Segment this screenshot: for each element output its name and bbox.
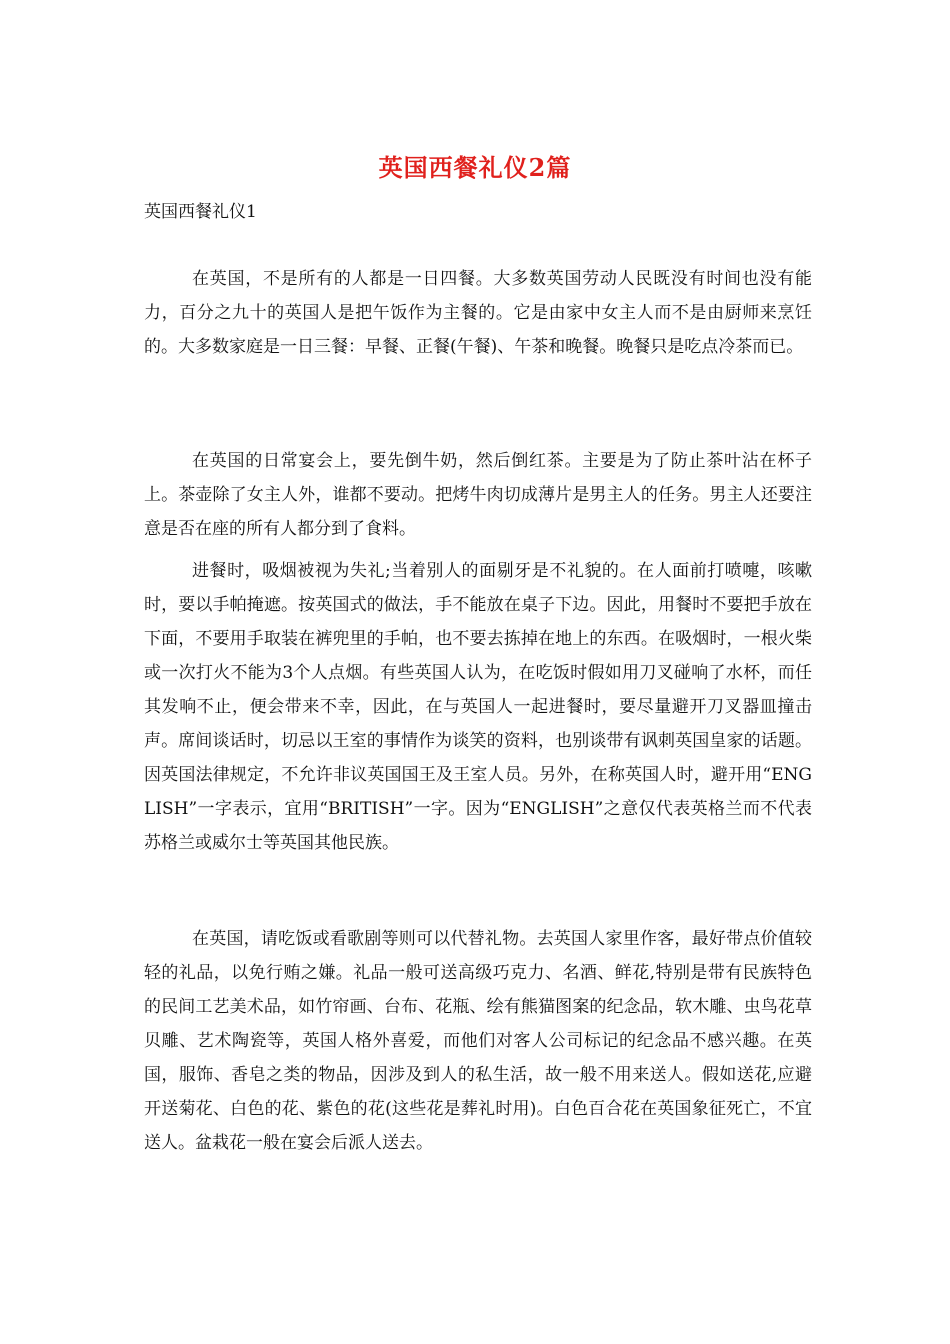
- paragraph-3: 进餐时，吸烟被视为失礼;当着别人的面剔牙是不礼貌的。在人面前打喷嚏，咳嗽时，要以手帕掩遮。按英国式的做法，手不能放在桌子下边。因此，用餐时不要把手放在下面，不要用手取装在裤兜里的手帕，也不要去拣掉在地上的东西。在吸烟时，一根火柴或一次打火不能为3个人点烟。有些英国人认为，在吃饭时假如用刀叉碰响了水杯，而任其发响不止，便会带来不幸，因此，在与英国人一起进餐时，要尽量避开刀叉器皿撞击声。席间谈话时，切忌以王室的事情作为谈笑的资料，也别谈带有讽刺英国皇家的话题。因英国法律规定，不允许非议英国国王及王室人员。另外，在称英国人时，避开用“ENGLISH”一字表示，宜用“BRITISH”一字。因为“ENGLISH”之意仅代表英格兰而不代表苏格兰或威尔士等英国其他民族。: [144, 561, 812, 853]
- document-title: 英国西餐礼仪2篇: [378, 153, 572, 182]
- paragraph-1: 在英国，不是所有的人都是一日四餐。大多数英国劳动人民既没有时间也没有能力，百分之九十的英国人是把午饭作为主餐的。它是由家中女主人而不是由厨师来烹饪的。大多数家庭是一日三餐：早餐、正餐(午餐)、午茶和晚餐。晚餐只是吃点冷茶而已。: [144, 269, 812, 357]
- section-subtitle: 英国西餐礼仪1: [144, 202, 257, 222]
- paragraph-4: 在英国，请吃饭或看歌剧等则可以代替礼物。去英国人家里作客，最好带点价值较轻的礼品，以免行贿之嫌。礼品一般可送高级巧克力、名酒、鲜花,特别是带有民族特色的民间工艺美术品，如竹帘画、台布、花瓶、绘有熊猫图案的纪念品，软木雕、虫鸟花草贝雕、艺术陶瓷等，英国人格外喜爱，而他们对客人公司标记的纪念品不感兴趣。在英国，服饰、香皂之类的物品，因涉及到人的私生活，故一般不用来送人。假如送花,应避开送菊花、白色的花、紫色的花(这些花是葬礼时用)。白色百合花在英国象征死亡，不宜送人。盆栽花一般在宴会后派人送去。: [144, 929, 812, 1153]
- paragraph-2: 在英国的日常宴会上，要先倒牛奶，然后倒红茶。主要是为了防止茶叶沾在杯子上。茶壶除了女主人外，谁都不要动。把烤牛肉切成薄片是男主人的任务。男主人还要注意是否在座的所有人都分到了食料。: [144, 451, 812, 539]
